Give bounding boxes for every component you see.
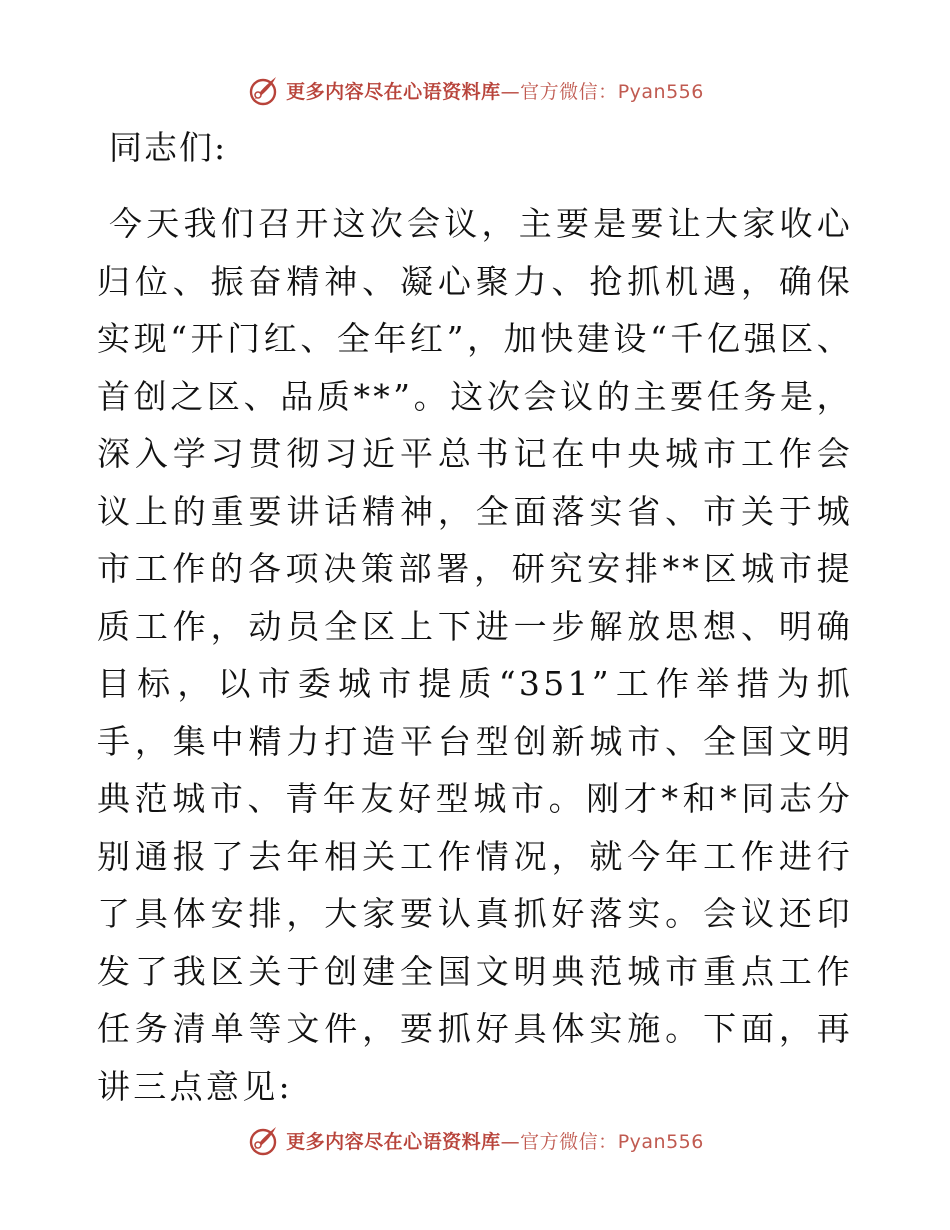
footer-watermark [0,1123,950,1157]
watermark-site: 更多内容尽在心语资料库 [286,1130,501,1153]
watermark-label: 官方微信： [520,1130,618,1153]
leaf-quill-logo-icon [246,73,280,107]
leaf-quill-logo-icon [246,1123,280,1157]
watermark-site: 更多内容尽在心语资料库 [286,80,501,103]
watermark-text [286,77,704,104]
watermark-account: Pyan556 [617,1130,704,1153]
greeting: 同志们: [109,128,228,167]
watermark-dash: — [500,1130,521,1153]
watermark-dash: — [500,80,521,103]
watermark-label: 官方微信： [520,80,618,103]
document-body [97,125,853,1115]
main-paragraph: 今天我们召开这次会议，主要是要让大家收心归位、振奋精神、凝心聚力、抢抓机遇，确保实现“开门红、全年红”，加快建设“千亿强区、首创之区、品质**”。这次会议的主要任务是，深入学习贯彻习近平总书记在中央城市工作会议上的重要讲话精神，全面落实省、市关于城市工作的各项决策部署，研究安排**区城市提质工作，动员全区上下进一步解放思想、明确目标，以市委城市提质“351”工作举措为抓手，集中精力打造平台型创新城市、全国文明典范城市、青年友好型城市。刚才*和*同志分别通报了去年相关工作情况，就今年工作进行了具体安排，大家要认真抓好落实。会议还印发了我区关于创建全国文明典范城市重点工作任务清单等文件，要抓好具体实施。下面，再讲三点意见: [97,204,853,1106]
watermark-text [286,1127,704,1154]
watermark-account: Pyan556 [617,80,704,103]
header-watermark [0,73,950,107]
